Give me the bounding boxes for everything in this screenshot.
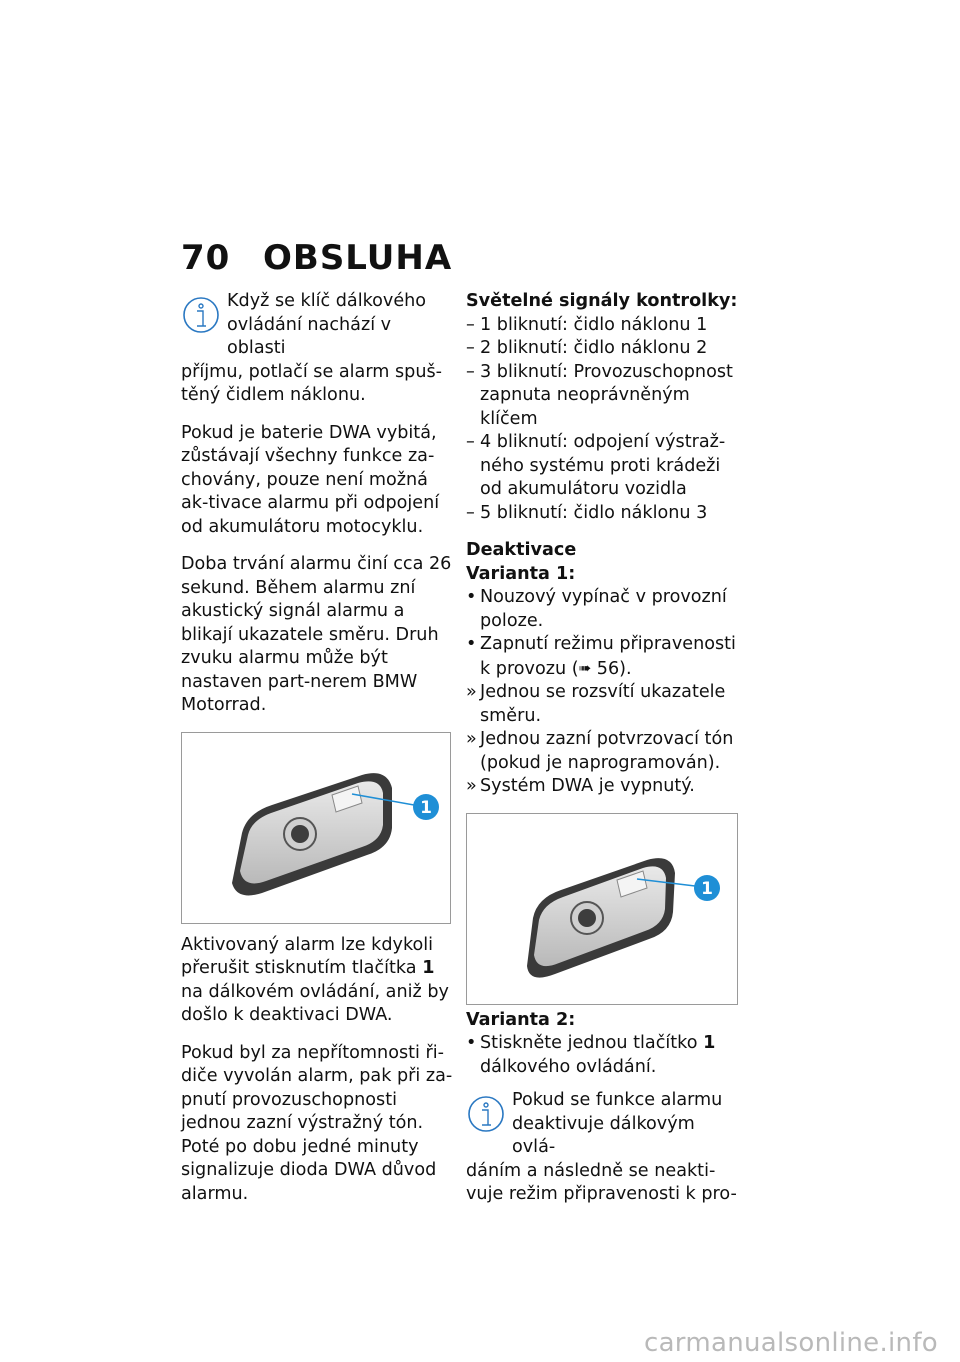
list-item: – 4 bliknutí: odpojení výstraž-ného systému proti krádeži od akumulátoru vozidla: [466, 432, 726, 499]
battery-paragraph: Pokud je baterie DWA vybitá, zůstávají všechny funkce za-chovány, pouze není možná ak-tivace alarmu při odpojení od akumulátoru motocyklu.: [181, 422, 440, 537]
note-line: Pokud se funkce alarmu: [512, 1090, 723, 1110]
page-number: 70: [181, 238, 231, 278]
list-item: » Systém DWA je vypnutý.: [466, 776, 695, 796]
note-line: těný čidlem náklonu.: [181, 385, 366, 405]
variant1-heading: Varianta 1:: [466, 563, 576, 584]
info-note: [181, 290, 453, 408]
note-line: ovládání nachází v oblasti: [227, 314, 392, 358]
remote-key-illustration: [467, 814, 737, 1004]
note-line: příjmu, potlačí se alarm spuš-: [181, 361, 442, 382]
absent-rider-paragraph: Pokud byl za nepřítomnosti ři-diče vyvolán alarm, pak při za-pnutí provozuschopnosti jednou zazní výstražný tón. Poté po dobu jedné minuty signalizuje dioda DWA důvod alarmu.: [181, 1042, 453, 1204]
variant2-heading: Varianta 2:: [466, 1009, 576, 1030]
remote-key-illustration: [182, 733, 450, 923]
list-item: – 5 bliknutí: čidlo náklonu 3: [466, 502, 708, 523]
list-item: • Stiskněte jednou tlačítko 1 dálkového ovládání.: [466, 1033, 716, 1077]
figure-callout-label: 1: [420, 797, 432, 818]
list-item: » Jednou se rozsvítí ukazatele směru.: [466, 682, 726, 726]
variant1-steps: [466, 586, 741, 799]
list-item: • Zapnutí režimu připravenosti k provozu (➠ 56).: [466, 634, 736, 679]
interrupt-paragraph: Aktivovaný alarm lze kdykoli přerušit stisknutím tlačítka 1 na dálkovém ovládání, aniž by došlo k deaktivaci DWA.: [181, 934, 449, 1025]
info-icon: [181, 295, 221, 335]
note-line: deaktivuje dálkovým ovlá-: [512, 1113, 695, 1157]
note-line: vuje režim připravenosti k pro-: [466, 1184, 737, 1204]
variant2-steps: [466, 1032, 741, 1079]
section-title: OBSLUHA: [263, 238, 453, 278]
right-column: [466, 290, 741, 1221]
signals-heading: Světelné signály kontrolky:: [466, 291, 738, 311]
list-item: – 2 bliknutí: čidlo náklonu 2: [466, 338, 708, 358]
deactivation-heading: Deaktivace: [466, 540, 577, 560]
figure-callout-label: 1: [701, 878, 713, 899]
signals-list: [466, 314, 741, 526]
list-item: – 3 bliknutí: Provozuschopnost zapnuta neoprávněným klíčem: [466, 361, 733, 429]
alarm-duration-paragraph: Doba trvání alarmu činí cca 26 sekund. Během alarmu zní akustický signál alarmu a blikají ukazatele směru. Druh zvuku alarmu může být nastaven part-nerem BMW Motorrad.: [181, 554, 452, 715]
info-note: [466, 1089, 741, 1207]
note-line: dáním a následně se neakti-: [466, 1160, 716, 1181]
remote-key-figure: [181, 732, 451, 924]
info-icon: [466, 1094, 506, 1134]
list-item: • Nouzový vypínač v provozní poloze.: [466, 587, 727, 631]
note-line: Když se klíč dálkového: [227, 291, 427, 311]
watermark: carmanualsonline.info: [643, 1328, 938, 1358]
remote-key-figure: [466, 813, 738, 1005]
list-item: – 1 bliknutí: čidlo náklonu 1: [466, 314, 708, 335]
page-ref-link[interactable]: 56).: [596, 658, 632, 679]
page-ref-arrow-icon: ➠: [578, 658, 592, 677]
left-column: [181, 290, 453, 1220]
list-item: » Jednou zazní potvrzovací tón (pokud je naprogramován).: [466, 729, 734, 773]
